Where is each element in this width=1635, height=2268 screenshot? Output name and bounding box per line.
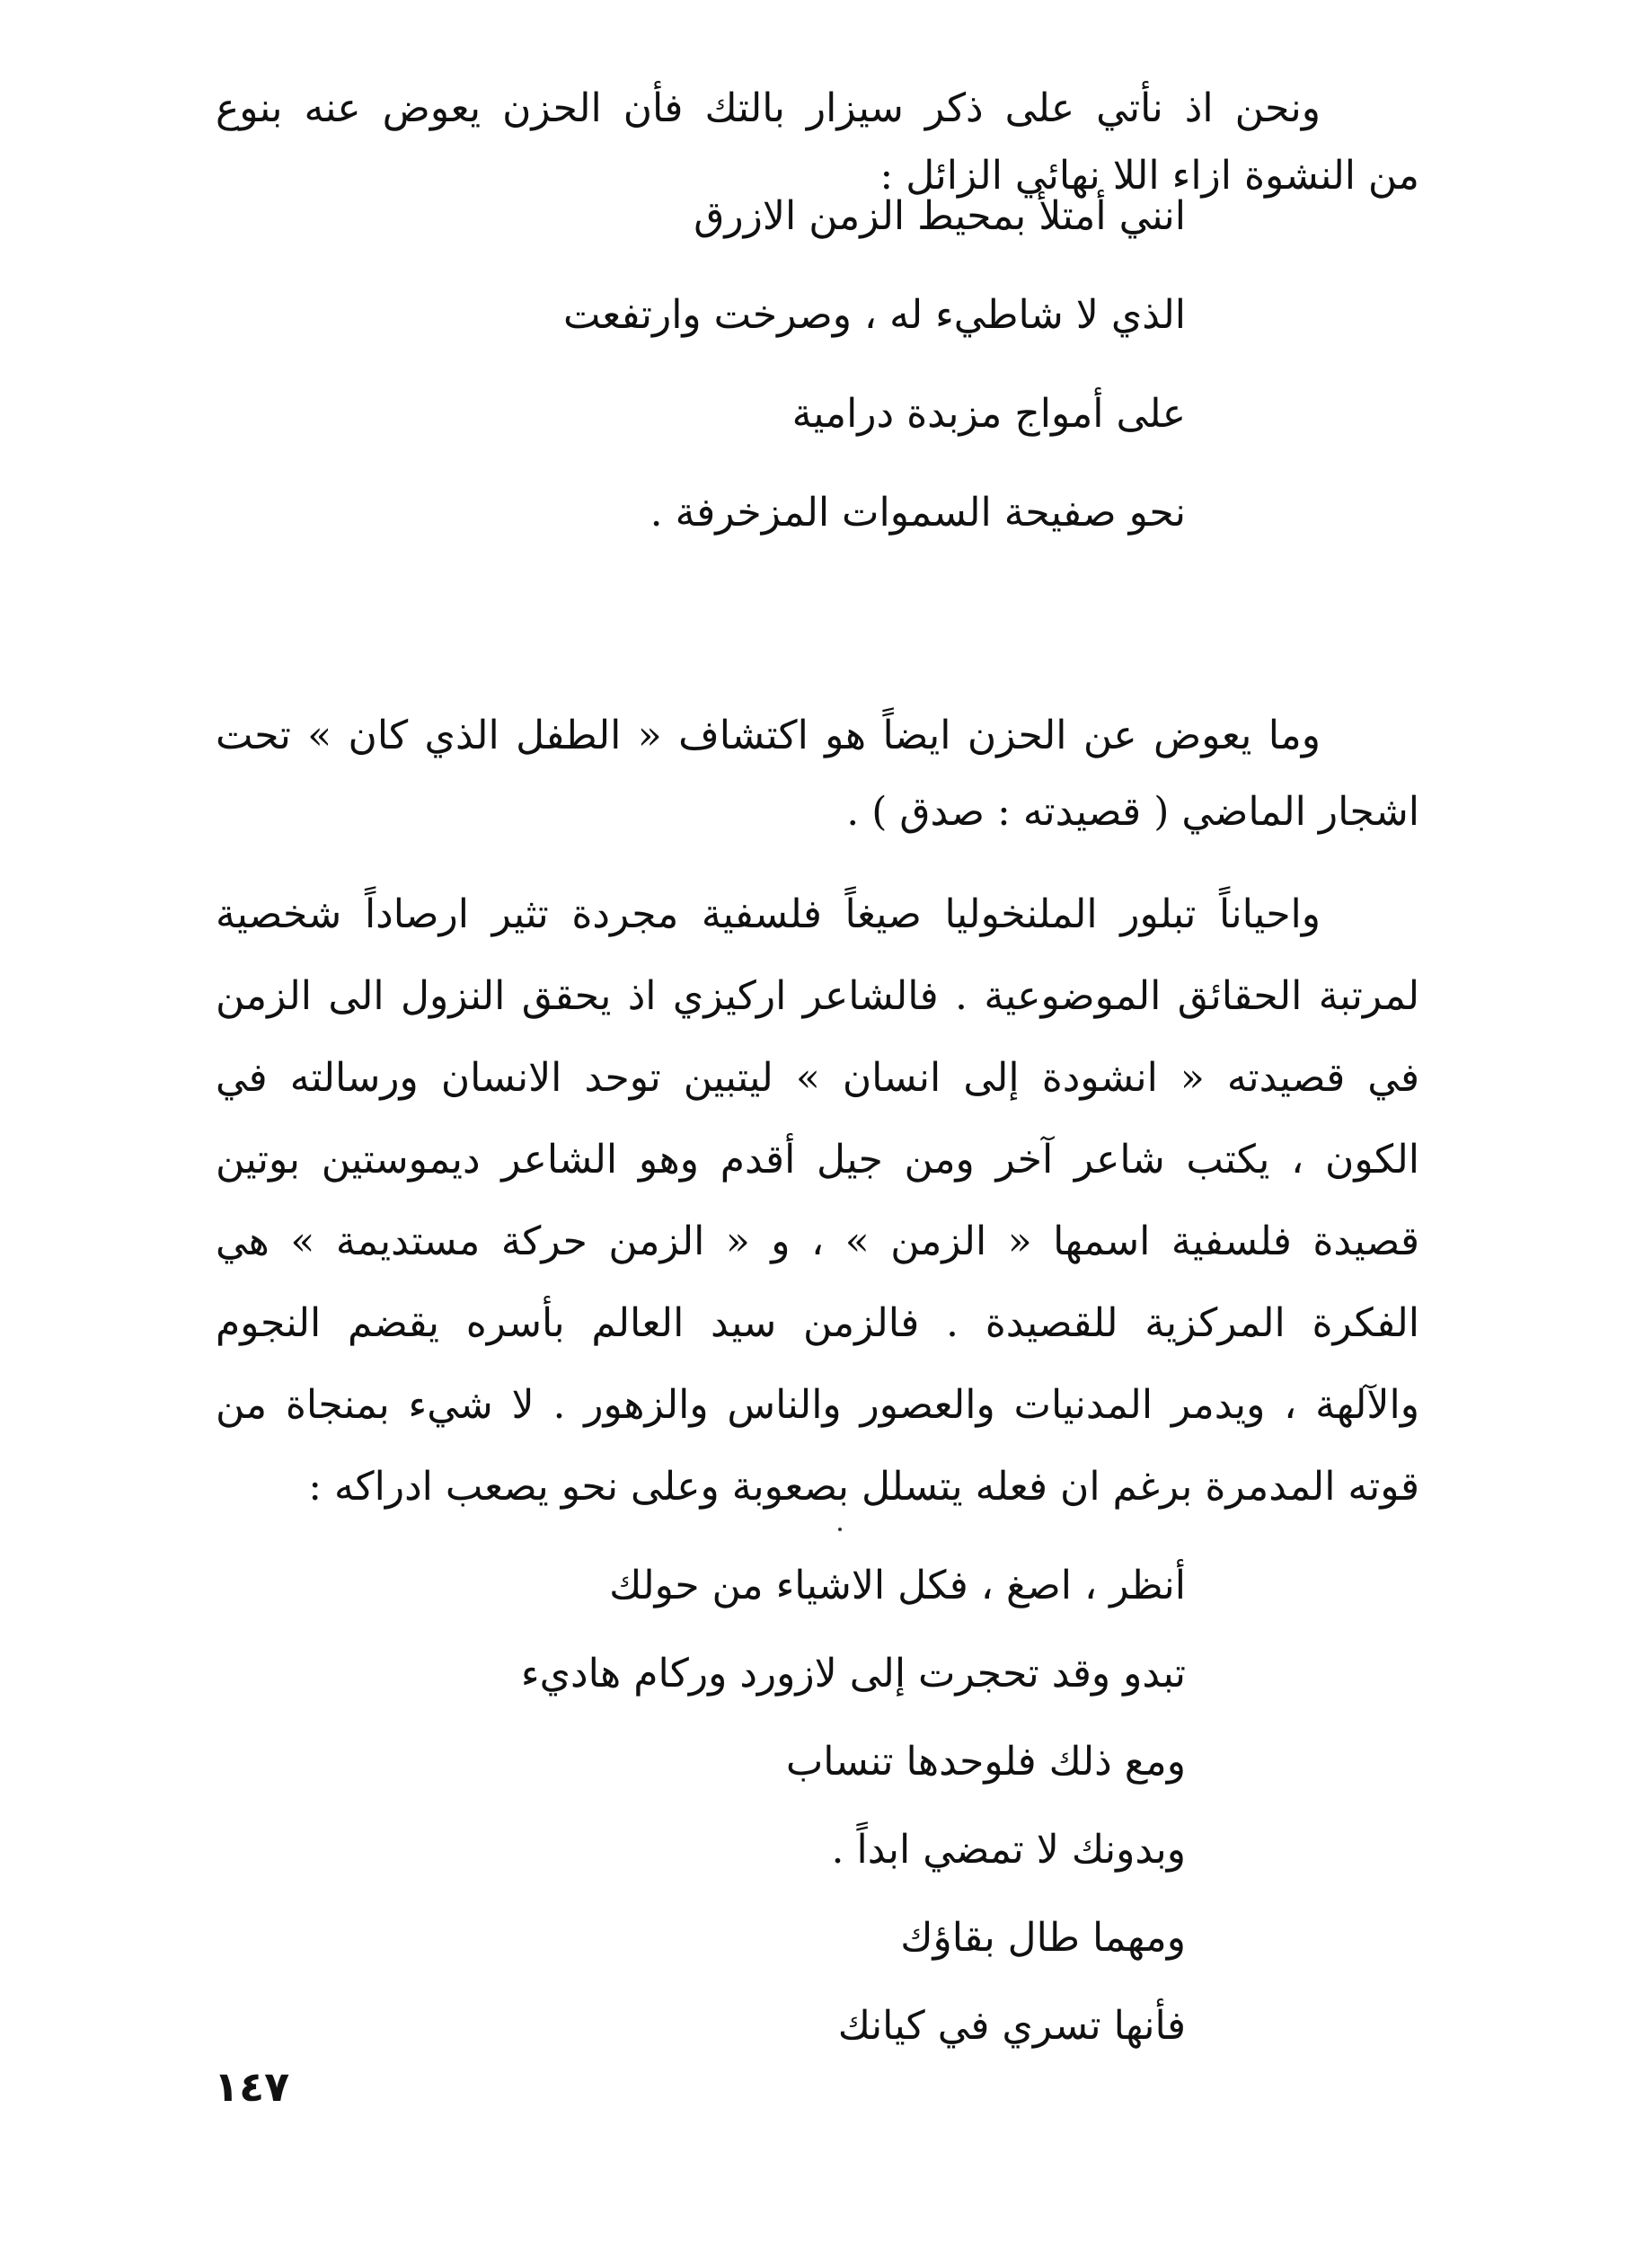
verse-line: تبدو وقد تحجرت إلى لازورد وركام هاديء <box>520 1651 1186 1697</box>
paragraph-line: واحياناً تبلور الملنخوليا صيغاً فلسفية مجردة تثير ارصاداً شخصية <box>216 891 1321 937</box>
paragraph-line: اشجار الماضي ( قصيدته : صدق ) . <box>846 789 1419 835</box>
verse-stanza-1 <box>563 167 1186 563</box>
paragraph-line: ونحن اذ نأتي على ذكر سيزار بالتك فأن الحزن يعوض عنه بنوع <box>216 85 1321 131</box>
paragraph-line: الكون ، يكتب شاعر آخر ومن جيل أقدم وهو الشاعر ديموستين بوتين <box>216 1137 1419 1183</box>
verse-line: ومهما طال بقاؤك <box>900 1915 1186 1961</box>
verse-line: فأنها تسري في كيانك <box>837 2003 1186 2049</box>
paragraph-line: لمرتبة الحقائق الموضوعية . فالشاعر اركيزي اذ يحقق النزول الى الزمن <box>216 973 1419 1019</box>
paragraph-line: في قصيدته « انشودة إلى انسان » ليتبين توحد الانسان ورسالته في <box>216 1055 1419 1101</box>
verse-line: وبدونك لا تمضي ابداً . <box>831 1827 1186 1873</box>
verse-stanza-2 <box>521 1542 1186 2070</box>
paragraph-line: قصيدة فلسفية اسمها « الزمن » ، و « الزمن حركة مستديمة » هي <box>216 1218 1419 1264</box>
verse-line: على أمواج مزبدة درامية <box>791 391 1186 437</box>
print-speck <box>838 1528 842 1531</box>
paragraph-line: وما يعوض عن الحزن ايضاً هو اكتشاف « الطفل الذي كان » تحت <box>216 713 1321 758</box>
verse-line: انني أمتلأ بمحيط الزمن الازرق <box>694 193 1186 239</box>
verse-line: أنظر ، اصغ ، فكل الاشياء من حولك <box>609 1563 1186 1608</box>
verse-line: ومع ذلك فلوحدها تنساب <box>785 1739 1186 1785</box>
paragraph-line: من النشوة ازاء اللا نهائي الزائل : <box>879 153 1419 199</box>
paragraph-consolation <box>216 692 1419 855</box>
paragraph-line: قوته المدمرة برغم ان فعله يتسلل بصعوبة وعلى نحو يصعب ادراكه : <box>308 1464 1419 1510</box>
verse-line: الذي لا شاطيء له ، وصرخت وارتفعت <box>563 292 1186 338</box>
paragraph-line: والآلهة ، ويدمر المدنيات والعصور والناس والزهور . لا شيء بمنجاة من <box>216 1382 1419 1428</box>
paragraph-philosophy <box>216 873 1419 1528</box>
paragraph-line: الفكرة المركزية للقصيدة . فالزمن سيد العالم بأسره يقضم النجوم <box>216 1300 1419 1346</box>
verse-line: نحو صفيحة السموات المزخرفة . <box>650 490 1186 536</box>
page-number: ١٤٧ <box>214 2062 290 2111</box>
